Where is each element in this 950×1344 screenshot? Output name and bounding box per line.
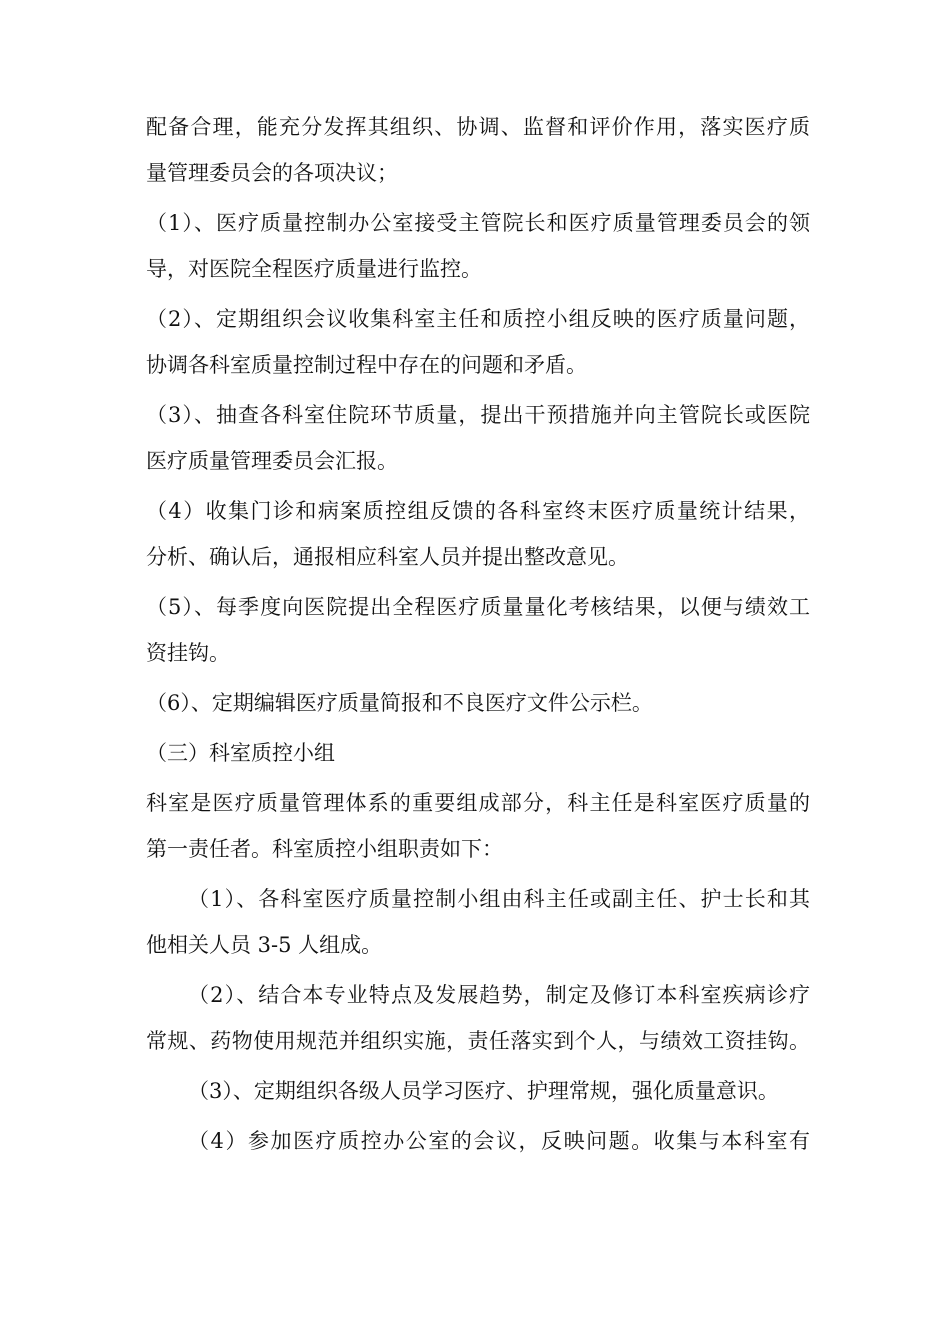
text-line: 分析、确认后，通报相应科室人员并提出整改意见。 — [146, 545, 629, 569]
text-line: 医疗质量管理委员会汇报。 — [146, 449, 398, 473]
text-line: 科室是医疗质量管理体系的重要组成部分，科主任是科室医疗质量的 — [146, 791, 810, 815]
text-line: 量管理委员会的各项决议； — [146, 161, 398, 185]
text-line: （2）、定期组织会议收集科室主任和质控小组反映的医疗质量问题， — [146, 307, 810, 331]
text-line: （3）、定期组织各级人员学习医疗、护理常规，强化质量意识。 — [188, 1079, 779, 1103]
text-line: 协调各科室质量控制过程中存在的问题和矛盾。 — [146, 353, 587, 377]
text-line: 常规、药物使用规范并组织实施，责任落实到个人，与绩效工资挂钩。 — [146, 1029, 810, 1053]
text-line: （4）收集门诊和病案质控组反馈的各科室终末医疗质量统计结果， — [146, 499, 810, 523]
text-line: （1）、医疗质量控制办公室接受主管院长和医疗质量管理委员会的领 — [146, 211, 810, 235]
text-line: 第一责任者。科室质控小组职责如下： — [146, 837, 503, 861]
text-line: （6）、定期编辑医疗质量简报和不良医疗文件公示栏。 — [146, 691, 653, 715]
text-line: 他相关人员 3-5 人组成。 — [146, 933, 383, 957]
text-line: 资挂钩。 — [146, 641, 230, 665]
section-heading: （三）科室质控小组 — [146, 741, 335, 765]
text-line: 导，对医院全程医疗质量进行监控。 — [146, 257, 482, 281]
text-line: （4）参加医疗质控办公室的会议，反映问题。收集与本科室有 — [188, 1129, 810, 1153]
text-line: （3）、抽查各科室住院环节质量，提出干预措施并向主管院长或医院 — [146, 403, 810, 427]
text-line: （2）、结合本专业特点及发展趋势，制定及修订本科室疾病诊疗 — [188, 983, 810, 1007]
text-line: （1）、各科室医疗质量控制小组由科主任或副主任、护士长和其 — [188, 887, 810, 911]
text-line: 配备合理，能充分发挥其组织、协调、监督和评价作用，落实医疗质 — [146, 115, 810, 139]
text-line: （5）、每季度向医院提出全程医疗质量量化考核结果，以便与绩效工 — [146, 595, 810, 619]
document-body — [146, 115, 810, 1153]
